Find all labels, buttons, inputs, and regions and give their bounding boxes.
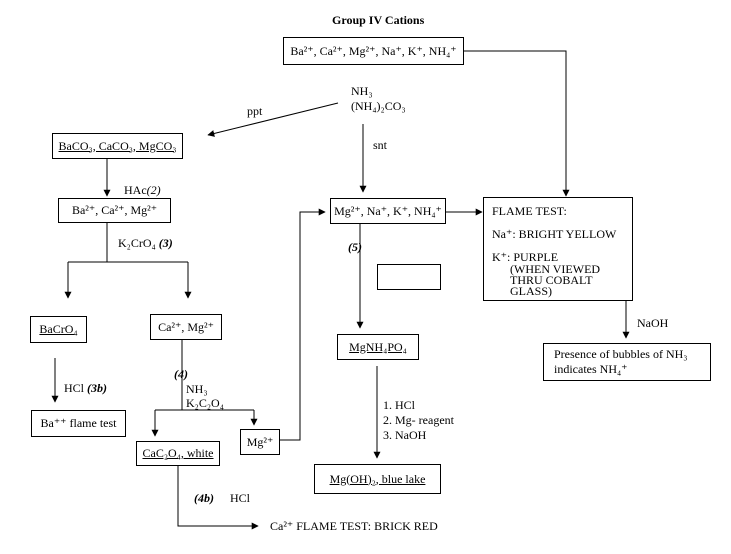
mg-na-k-nh4-box: Mg²⁺, Na⁺, K⁺, NH₄⁺ — [330, 198, 446, 224]
arrow-mg-up — [280, 212, 325, 440]
na2hpo4-box — [377, 264, 441, 290]
reagent-nh3: NH₃ — [351, 84, 373, 98]
carbonates-box: BaCO₃, CaCO₃, MgCO₃ — [52, 133, 183, 159]
ba-ca-mg-box: Ba²⁺, Ca²⁺, Mg²⁺ — [58, 198, 171, 223]
flame-test-heading: FLAME TEST: — [492, 204, 567, 218]
nh3-result-line2: indicates NH₄⁺ — [554, 362, 628, 376]
flame-test-k-note: (WHEN VIEWED THRU COBALT GLASS) — [510, 262, 601, 298]
mg-step-2: 2. Mg- reagent — [383, 413, 454, 427]
cac2o4-box: CaC₂O₄, white — [136, 441, 220, 466]
start-cations-box: Ba²⁺, Ca²⁺, Mg²⁺, Na⁺, K⁺, NH₄⁺ — [283, 37, 464, 65]
nh3-result-box — [543, 343, 711, 381]
arrow-start-to-flame — [464, 51, 566, 196]
mg-box: Mg²⁺ — [240, 429, 280, 455]
chart-title: Group IV Cations — [332, 13, 425, 27]
flame-test-na: Na⁺: BRIGHT YELLOW — [492, 227, 617, 241]
nh3-result-line1: Presence of bubbles of NH₃ — [554, 347, 688, 361]
label-step4b: (4b) — [194, 491, 214, 505]
reagent-naoh: NaOH — [637, 316, 669, 330]
reagent-nh4-2co3: (NH₄)₂CO₃ — [351, 99, 406, 113]
reagent-hcl-3b: HCl (3b) — [64, 381, 108, 395]
mgnh4po4-box: MgNH₄PO₄ — [337, 334, 419, 360]
ba-flame-test-box: Ba⁺⁺ flame test — [31, 410, 126, 437]
ca-mg-box: Ca²⁺, Mg²⁺ — [150, 314, 222, 340]
mg-step-3: 3. NaOH — [383, 428, 427, 442]
mgoh2-box: Mg(OH)₂, blue lake — [314, 464, 441, 494]
flame-test-k: K⁺: PURPLE — [492, 250, 559, 264]
reagent-step4-nh3: NH₃ — [186, 382, 208, 396]
label-ppt: ppt — [247, 104, 263, 118]
ca-flame-test-label: Ca²⁺ FLAME TEST: BRICK RED — [270, 519, 438, 533]
mg-step-1: 1. HCl — [383, 398, 416, 412]
reagent-k2cro4: K₂CrO₄ (3) — [118, 236, 173, 250]
reagent-step4-k2c2o4: K₂C₂O₄ — [186, 396, 224, 410]
label-snt: snt — [373, 138, 388, 152]
label-step4: (4) — [174, 367, 188, 381]
label-step5: (5) — [348, 240, 362, 254]
reagent-hac: HAc(2) — [124, 183, 161, 197]
bacro4-box: BaCrO₄ — [30, 316, 87, 343]
reagent-step4b-hcl: HCl — [230, 491, 251, 505]
flame-test-box — [483, 197, 633, 301]
arrow-ppt — [208, 103, 338, 135]
